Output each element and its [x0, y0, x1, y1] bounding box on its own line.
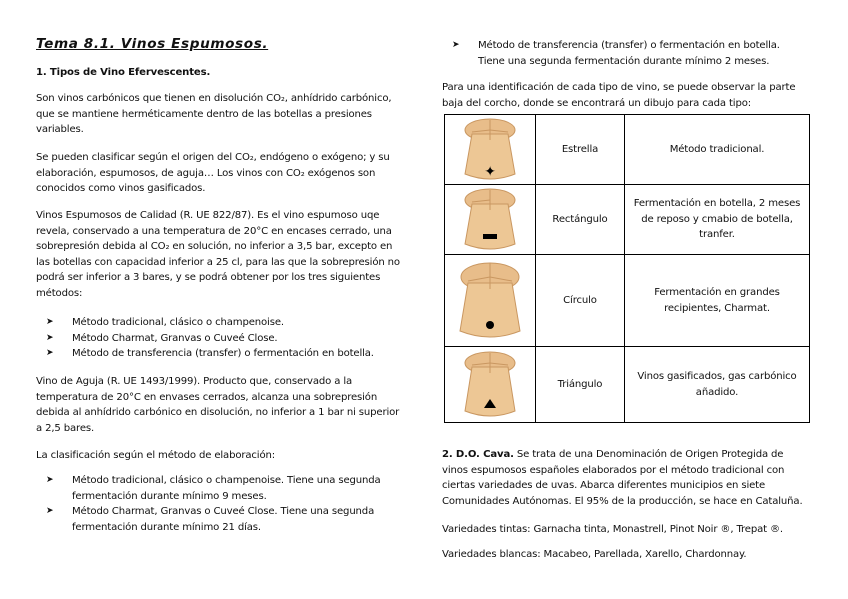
paragraph-classification: Se pueden clasificar según el origen del CO₂, endógeno o exógeno; y su elaboración, espumosos, de aguja… Los vinos con CO₂ exógenos son conocidos como vinos gasificados.	[36, 152, 390, 194]
list-item: ➤ Método Charmat, Granvas o Cuveé Close. Tiene una segunda fermentación durante mínimo 21 días.	[36, 504, 408, 535]
section-heading: 1. Tipos de Vino Efervescentes.	[36, 67, 211, 78]
list-item: ➤ Método de transferencia (transfer) o fermentación en botella.	[36, 346, 408, 362]
paragraph-identificacion: Para una identificación de cada tipo de vino, se puede observar la parte baja del corcho, donde se encontrará un dibujo para cada tipo:	[442, 82, 796, 109]
shape-label: Triángulo	[536, 347, 625, 423]
shape-description: Vinos gasificados, gas carbónico añadido.	[625, 347, 810, 423]
methods-list	[36, 315, 408, 362]
paragraph-espumosos-calidad: Vinos Espumosos de Calidad (R. UE 822/87). Es el vino espumoso uqe revela, conservado a una temperatura de 20°C en encases cerrado, una sobrepresión debida al CO₂ en solución, no inferior a 3,5 bar, excepto en las botellas con capacidad inferior a 25 cl, para las que la sobrepresión no podrá ser inferior a 3 bares, y se podrá obtener por los tres siguientes métodos:	[36, 210, 400, 299]
page-title: Tema 8.1. Vinos Espumosos.	[36, 36, 269, 52]
paragraph-do-cava	[442, 447, 808, 509]
paragraph-vino-aguja: Vino de Aguja (R. UE 1493/1999). Producto que, conservado a la temperatura de 20°C en envases cerrados, alcanza una sobrepresión debida al anhídrido carbónico en disolución, no inferior a 1 bar ni superior a 2,5 bares.	[36, 376, 400, 434]
circle-icon	[458, 261, 522, 341]
cork-image-cell	[445, 255, 536, 347]
table-row	[445, 185, 810, 255]
list-item: ➤ Método tradicional, clásico o champenoise. Tiene una segunda fermentación durante mínimo 9 meses.	[36, 473, 408, 504]
table-row	[445, 255, 810, 347]
star-icon	[462, 118, 518, 182]
list-item: ➤ Método Charmat, Granvas o Cuveé Close.	[36, 331, 408, 347]
cork-image-cell	[445, 347, 536, 423]
paragraph-variedades-blancas: Variedades blancas: Macabeo, Parellada, Xarello, Chardonnay.	[442, 549, 747, 560]
paragraph-clasificacion: La clasificación según el método de elaboración:	[36, 450, 275, 461]
shape-label: Estrella	[536, 115, 625, 185]
cork-image-cell	[445, 185, 536, 255]
shape-description: Fermentación en grandes recipientes, Charmat.	[625, 255, 810, 347]
cork-image-cell	[445, 115, 536, 185]
transfer-method-list	[442, 38, 808, 69]
cork-types-table	[444, 114, 810, 423]
table-row	[445, 347, 810, 423]
shape-description: Fermentación en botella, 2 meses de reposo y cmabio de botella, tranfer.	[625, 185, 810, 255]
svg-text:✦: ✦	[484, 163, 496, 180]
list-item: ➤ Método de transferencia (transfer) o fermentación en botella. Tiene una segunda fermentación durante mínimo 2 meses.	[442, 38, 808, 69]
shape-label: Rectángulo	[536, 185, 625, 255]
table-row	[445, 115, 810, 185]
methods-duration-list	[36, 473, 408, 535]
rectangle-icon	[462, 188, 518, 252]
triangle-icon	[462, 351, 518, 419]
paragraph-variedades-tintas: Variedades tintas: Garnacha tinta, Monastrell, Pinot Noir ®, Trepat ®.	[442, 524, 783, 535]
paragraph-intro: Son vinos carbónicos que tienen en disolución CO₂, anhídrido carbónico, que se mantiene herméticamente dentro de las botellas a presiones variables.	[36, 93, 392, 135]
do-cava-text: Se trata de una Denominación de Origen Protegida de vinos espumosos españoles elaborados por el método tradicional con ciertas variedades de uvas. Abarca diferentes municipios en siete Comunidades Autónomas. El 95% de la producción, se hace en Cataluña.	[442, 449, 803, 507]
list-item: ➤ Método tradicional, clásico o champenoise.	[36, 315, 408, 331]
shape-label: Círculo	[536, 255, 625, 347]
do-cava-heading: 2. D.O. Cava.	[442, 449, 514, 460]
shape-description: Método tradicional.	[625, 115, 810, 185]
